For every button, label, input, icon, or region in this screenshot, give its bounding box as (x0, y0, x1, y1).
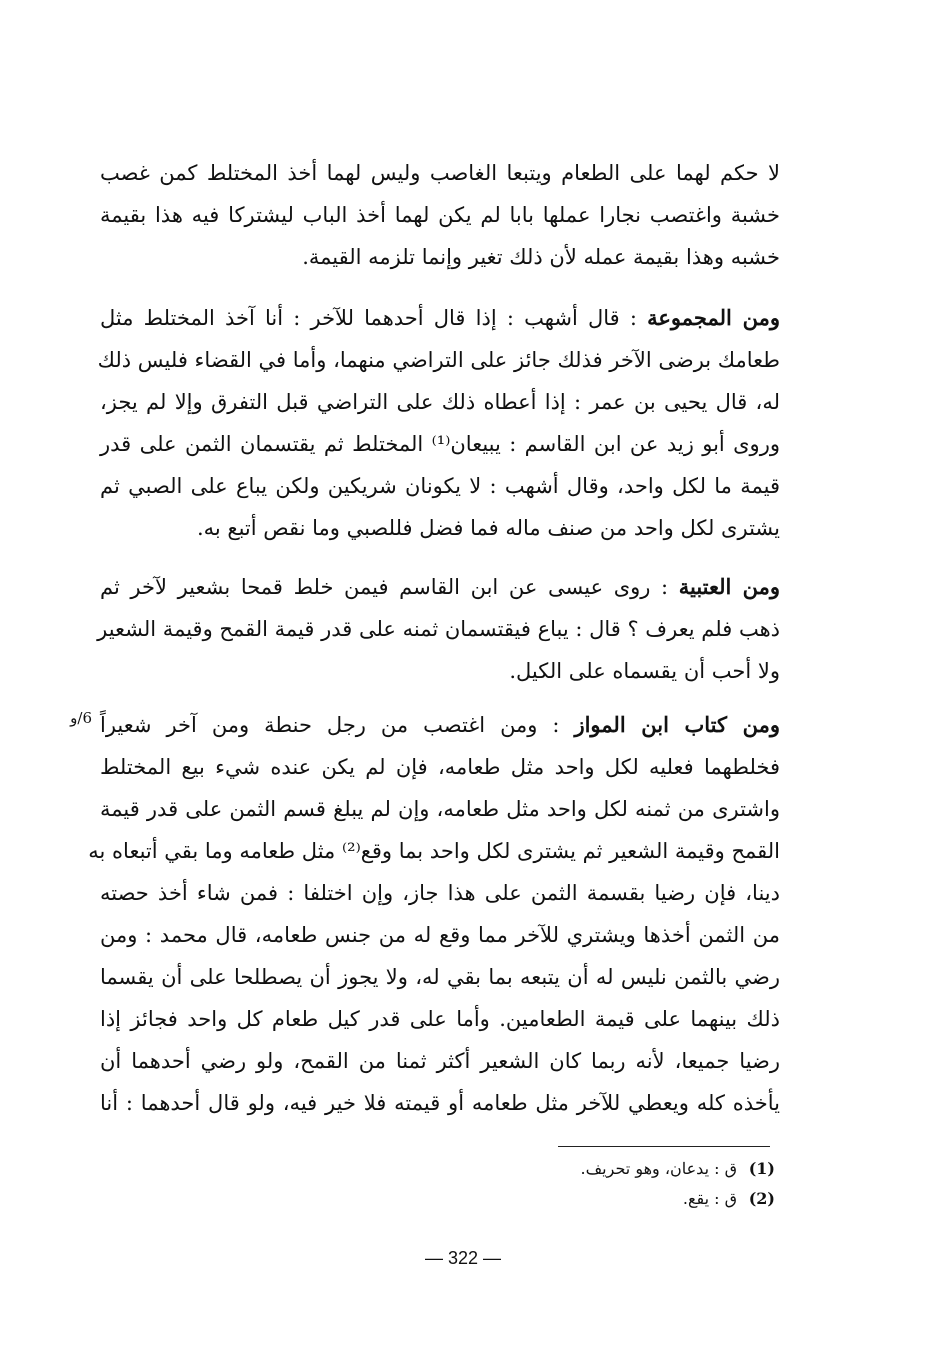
paragraph-3-heading: ومن العتبية (678, 574, 780, 599)
paragraph-4-line-3: واشترى من ثمنه لكل واحد مثل طعامه، وإن لم يبلغ قسم الثمن على قدر قيمة (100, 797, 780, 821)
paragraph-3 (97, 566, 780, 692)
paragraph-2 (97, 297, 780, 549)
paragraph-4-line-8: ذلك بينهما على قيمة الطعامين. وأما على قدر كيل طعام كل واحد فجائز إذا (100, 1007, 780, 1031)
paragraph-4-line-2: فخلطهما فعليه لكل واحد مثل طعامه، فإن لم يكن عنده شيء بيع المختلط (100, 755, 780, 779)
paragraph-2-line-4: وروى أبو زيد عن ابن القاسم : يبيعان⁽¹⁾ المختلط ثم يقتسمان الثمن على قدر (100, 432, 780, 456)
paragraph-2-line-5: قيمة ما لكل واحد، وقال أشهب : لا يكونان شريكين ولكن يباع على الصبي ثم (100, 474, 780, 498)
paragraph-1 (100, 152, 780, 278)
paragraph-2-heading: ومن المجموعة (647, 305, 780, 330)
paragraph-3-line-1-text: : روى عيسى عن ابن القاسم فيمن خلط قمحا بشعير لآخر ثم (100, 575, 679, 599)
paragraph-4-line-6: من الثمن أخذها ويشتري للآخر مما وقع له من جنس طعامه، قال محمد : ومن (100, 923, 780, 947)
footnote-2 (420, 1184, 775, 1214)
page-number: — 322 — (424, 1248, 502, 1268)
paragraph-4-line-1 (100, 704, 780, 746)
paragraph-4-line-7: رضي بالثمن نليس له أن يتبعه بما بقي له، ولا يجوز أن يصطلحا على أن يقسما (100, 965, 780, 989)
paragraph-1-line-3: خشبه وهذا بقيمة عمله لأن ذلك تغير وإنما تلزمه القيمة. (302, 245, 780, 269)
paragraph-2-line-6: يشترى لكل واحد من صنف ماله فما فضل فللصبي وما نقص أتبع به. (196, 516, 780, 540)
paragraph-4-line-9: رضيا جميعا، لأنه ربما كان الشعير أكثر ثمنا من القمح، ولو رضي أحدهما أن (100, 1049, 780, 1073)
paragraph-4-line-4: القمح وقيمة الشعير ثم يشترى لكل واحد بما وقع⁽²⁾ مثل طعامه وما بقي أتبعاه به (88, 839, 780, 863)
paragraph-4-heading: ومن كتاب ابن المواز (574, 712, 780, 737)
paragraph-2-line-1-text: : قال أشهب : إذا قال أحدهما للآخر : أنا آخذ المختلط مثل (100, 306, 648, 330)
paragraph-4-line-1-text: : ومن اغتصب من رجل حنطة ومن آخر شعيراً (100, 713, 575, 737)
paragraph-3-line-3: ولا أحب أن يقسماه على الكيل. (509, 659, 780, 683)
folio-margin-note: 6/و (70, 709, 92, 727)
paragraph-2-line-2: طعامك برضى الآخر فذلك جائز على التراضي منهما، وأما في القضاء فليس ذلك (97, 348, 780, 372)
footnote-2-number: (2) (748, 1189, 775, 1208)
paragraph-2-line-3: له، قال يحيى بن عمر : إذا أعطاه ذلك على التراضي قبل التفرق وإلا لم يجز، (100, 390, 780, 414)
paragraph-4 (88, 704, 780, 1124)
footnote-2-text: ق : يقع. (682, 1189, 737, 1208)
paragraph-3-line-1 (100, 566, 780, 608)
paragraph-2-line-1 (100, 297, 780, 339)
footnote-1 (420, 1154, 775, 1184)
paragraph-1-line-1: لا حكم لهما على الطعام ويتبعا الغاصب وليس لهما أخذ المختلط كمن غصب (100, 161, 780, 185)
paragraph-4-line-5: دينا، فإن رضيا بقسمة الثمن على هذا جاز، وإن اختلفا : فمن شاء أخذ حصته (100, 881, 780, 905)
footnotes (420, 1154, 775, 1214)
footnote-1-number: (1) (748, 1159, 775, 1178)
paragraph-1-line-2: خشبة واغتصب نجارا عملها بابا لم يكن لهما أخذ الباب ليشتركا فيه هذا بقيمة (100, 203, 780, 227)
paragraph-4-line-10: يأخذه كله ويعطي للآخر مثل طعامه أو قيمته فلا خير فيه، ولو قال أحدهما : أنا (100, 1091, 780, 1115)
paragraph-3-line-2: ذهب فلم يعرف ؟ قال : يباع فيقتسمان ثمنه على قدر قيمة القمح وقيمة الشعير (97, 617, 780, 641)
footnote-1-text: ق : يدعان، وهو تحريف. (580, 1159, 737, 1178)
footnote-divider (558, 1146, 770, 1147)
